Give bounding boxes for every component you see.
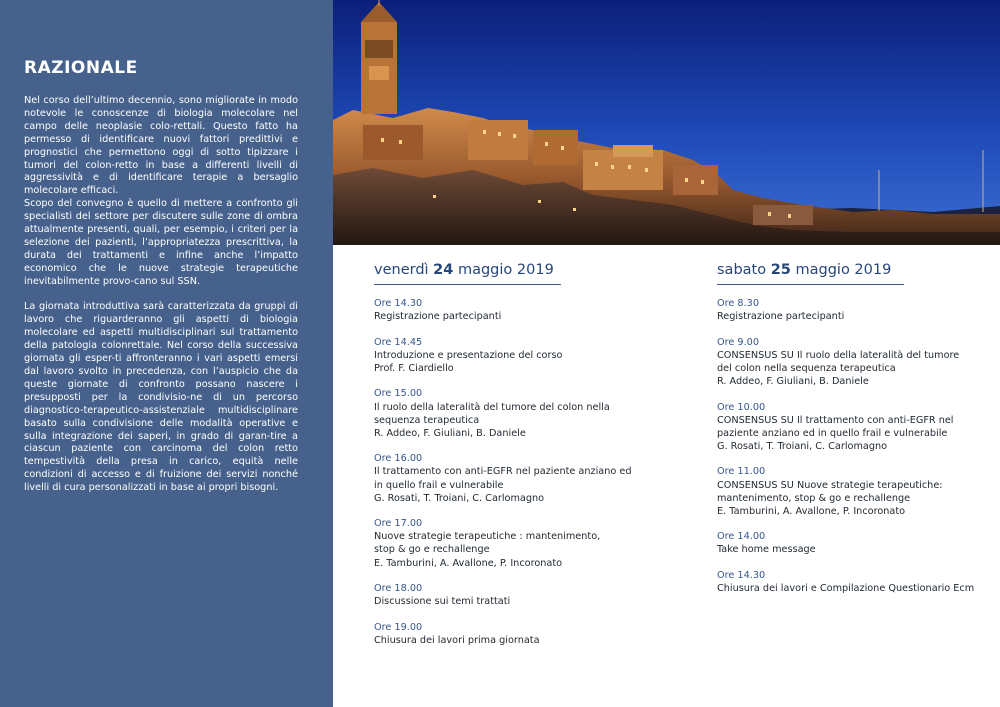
razionale-paragraph-3: La giornata introduttiva sarà caratterizzata da gruppi di lavoro che riguarderanno gli aspetti di biologia molecolare ed aspetti multidisciplinari sul trattamento della patologia colonrettale. Nel corso della successiva giornata gli esper-ti affronteranno i vari aspetti emersi dal lavoro svolto in precedenza, con l’auspicio che da queste giornate di confronto possano nascere i presupposti per la condivisio-ne di un percorso diagnostico-terapeutico-assistenziale multidisciplinare basato sulla condivisione delle modalità operative e sulla integrazione dei saperi, in grado di garan-tire a ciascun paziente con carcinoma del colon retto tempestività della presa in carico, equità nelle condizioni di accesso e di fruizione dei servizi nonché livelli di cura personalizzati in base ai propri bisogni. — [24, 301, 298, 494]
session-item — [374, 297, 631, 323]
session-text: G. Rosati, T. Troiani, C. Carlomagno — [717, 440, 888, 452]
session-item — [374, 582, 631, 608]
day-1-title — [374, 264, 554, 277]
session-text: Nuove strategie terapeutiche : mantenimento, — [374, 531, 601, 543]
day-2-program — [717, 262, 974, 608]
session-item — [374, 517, 631, 569]
session-text: CONSENSUS SU Il ruolo della lateralità del tumore — [717, 349, 960, 361]
session-text: Chiusura dei lavori prima giornata — [374, 634, 540, 646]
session-item — [374, 452, 631, 504]
session-item — [374, 621, 631, 647]
session-item — [717, 336, 974, 388]
day-2-sessions — [717, 297, 974, 595]
session-text: in quello frail e vulnerabile — [374, 479, 504, 491]
session-text: E. Tamburini, A. Avallone, P. Incoronato — [717, 505, 906, 517]
session-text: CONSENSUS SU Il trattamento con anti-EGFR nel — [717, 414, 954, 426]
session-time: Ore 14.00 — [717, 531, 766, 543]
session-text: R. Addeo, F. Giuliani, B. Daniele — [717, 375, 869, 387]
session-time: Ore 11.00 — [717, 466, 766, 478]
day-2-number: 25 — [770, 262, 791, 278]
session-time: Ore 9.00 — [717, 336, 760, 348]
session-text: Registrazione partecipanti — [717, 311, 845, 323]
session-text: mantenimento, stop & go e rechallenge — [717, 492, 911, 504]
day-2-header — [717, 262, 904, 285]
session-item — [717, 465, 974, 517]
night-city-photo — [333, 0, 1000, 245]
session-time: Ore 16.00 — [374, 453, 423, 465]
session-text: Introduzione e presentazione del corso — [374, 349, 563, 361]
session-text: Chiusura dei lavori e Compilazione Questionario Ecm — [717, 583, 975, 595]
day-2-month: maggio 2019 — [795, 262, 892, 278]
session-text: CONSENSUS SU Nuove strategie terapeutiche: — [717, 479, 943, 491]
session-text: sequenza terapeutica — [374, 414, 480, 426]
session-text: Discussione sui temi trattati — [374, 596, 511, 608]
day-2-title — [717, 264, 891, 277]
day-2-weekday: sabato — [717, 262, 767, 278]
session-time: Ore 10.00 — [717, 401, 766, 413]
session-time: Ore 14.30 — [717, 570, 766, 581]
day-1-month: maggio 2019 — [457, 262, 554, 278]
session-text: Il ruolo della lateralità del tumore del colon nella — [374, 401, 610, 413]
session-text: Prof. F. Ciardiello — [374, 362, 454, 374]
day-1-sessions — [374, 297, 631, 647]
session-text: Registrazione partecipanti — [374, 311, 502, 323]
session-time: Ore 14.45 — [374, 336, 423, 348]
session-time: Ore 17.00 — [374, 518, 423, 530]
session-time: Ore 15.00 — [374, 388, 423, 400]
session-text: R. Addeo, F. Giuliani, B. Daniele — [374, 427, 526, 439]
session-item — [717, 401, 974, 453]
session-time: Ore 8.30 — [717, 298, 760, 309]
day-1-header — [374, 262, 561, 285]
session-time: Ore 19.00 — [374, 621, 423, 633]
session-time: Ore 18.00 — [374, 583, 423, 595]
session-text: Take home message — [717, 544, 816, 556]
session-text: paziente anziano ed in quello frail e vulnerabile — [717, 427, 948, 439]
razionale-paragraph-2: Scopo del convegno è quello di mettere a confronto gli specialisti del settore per discutere sulle zone di ombra attualmente presenti, quali, per esempio, i criteri per la selezione dei pazienti, l’appropriatezza prescrittiva, la durata dei trattamenti e infine anche l’impatto economico che le nuove strategie terapeutiche inevitabilmente provo-cano sul SSN. — [24, 198, 298, 287]
session-item — [717, 297, 974, 323]
session-time: Ore 14.30 — [374, 298, 423, 309]
session-item — [717, 530, 974, 556]
razionale-title: RAZIONALE — [24, 58, 138, 78]
session-text: G. Rosati, T. Troiani, C. Carlomagno — [374, 492, 545, 504]
day-1-weekday: venerdì — [374, 262, 429, 278]
day-1-number: 24 — [433, 262, 454, 278]
razionale-paragraph-1: Nel corso dell’ultimo decennio, sono migliorate in modo notevole le conoscenze di biologia molecolare nel campo delle neoplasie colo-rettali. Questo fatto ha permesso di identificare nuovi fattori predittivi e prognostici che permettono oggi di sotto tipizzare i tumori del colon-retto in base a differenti livelli di aggressività e di identificare terapie a bersaglio molecolare efficaci. — [24, 95, 298, 197]
session-item — [717, 569, 974, 595]
razionale-panel — [0, 0, 333, 707]
razionale-text — [24, 95, 298, 495]
session-item — [374, 387, 631, 439]
session-text: del colon nella sequenza terapeutica — [717, 362, 896, 374]
session-item — [374, 336, 631, 375]
session-text: Il trattamento con anti-EGFR nel paziente anziano ed — [374, 466, 632, 478]
session-text: stop & go e rechallenge — [374, 544, 490, 556]
session-text: E. Tamburini, A. Avallone, P. Incoronato — [374, 557, 563, 569]
day-1-program — [374, 262, 631, 659]
